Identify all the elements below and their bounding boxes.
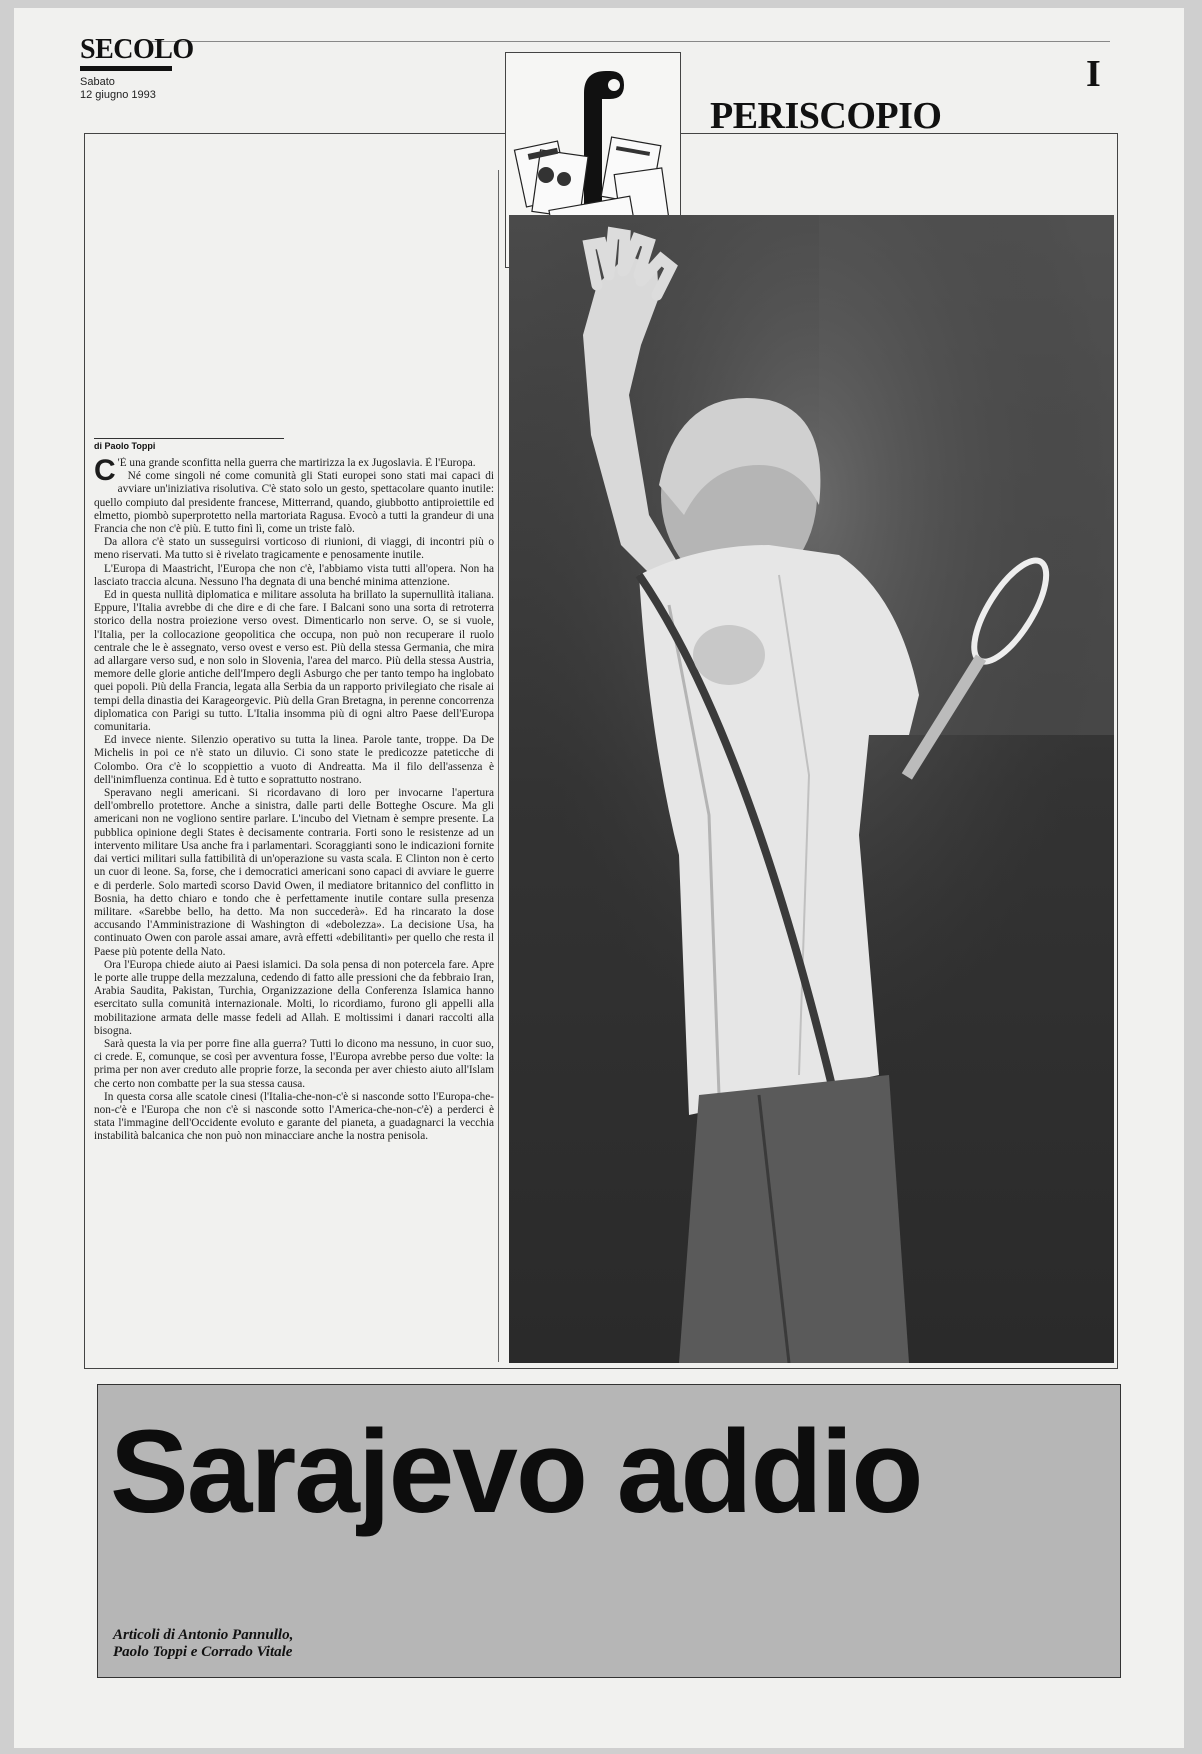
dropcap: C <box>94 457 116 487</box>
byline-rule <box>94 438 284 439</box>
article-paragraph: Sarà questa la via per porre fine alla guerra? Tutti lo dicono ma nessuno, in cuor suo, ci crede. E, comunque, se così per avventura fosse, l'Europa avrebbe perso due volte: la prima per non aver creduto alle proprie forze, la seconda per aver chiesto aiuto all'Islam che certo non combatte per la sua stessa causa. <box>94 1037 494 1090</box>
headline: Sarajevo addio <box>110 1406 922 1538</box>
article-body <box>94 457 494 1357</box>
credits-line: Articoli di Antonio Pannullo, <box>113 1627 294 1643</box>
masthead-date: 12 giugno 1993 <box>80 89 156 101</box>
credits <box>113 1627 293 1661</box>
page-number: I <box>1086 53 1101 95</box>
woman-waving-with-racket-photo <box>509 215 1114 1363</box>
masthead-day: Sabato <box>80 76 115 88</box>
article-paragraph: L'Europa di Maastricht, l'Europa che non c'è, l'abbiamo vista tutti all'opera. Non ha lasciato traccia alcuna. Nessuno l'ha degnata di una benché minima attenzione. <box>94 562 494 588</box>
article-paragraph: Ora l'Europa chiede aiuto ai Paesi islamici. Da sola pensa di non potercela fare. Apre le porte alle truppe della mezzaluna, cedendo di fatto alle pressioni che da febbraio Iran, Arabia Saudita, Pakistan, Turchia, Organizzazione della Conferenza Islamica hanno esercitato sulla comunità internazionale. Molti, lo ricordiamo, furono gli appelli alla mobilitazione armata delle masse fedeli ad Allah. E moltissimi i danari raccolti alla bisogna. <box>94 958 494 1037</box>
masthead-name: SECOLO <box>80 34 194 65</box>
article-paragraph: Ed invece niente. Silenzio operativo su tutta la linea. Parole tante, troppe. Da De Michelis in poi ce n'è stato un diluvio. Ci sono state le predicozze pateticche di Colombo. Ora c'è lo scoppiettio a vuoto di Andreatta. Ma il filo dell'assenza è dell'inimfluenza continua. Ed è tutto e soprattutto nostrano. <box>94 734 494 786</box>
column-divider <box>498 170 499 1362</box>
byline: di Paolo Toppi <box>94 441 156 451</box>
header-rule <box>150 41 1110 42</box>
masthead-bar <box>80 66 172 71</box>
article-paragraph: Né come singoli né come comunità gli Stati europei sono stati mai capaci di avviare un'iniziativa risolutiva. C'è stato solo un gesto, spettacolare quanto inutile: quello compiuto dal presidente francese, Mitterrand, quando, giubbotto antiproiettile ed elmetto, piombò superprotetto nella martoriata Ragusa. Evocò a tutti la grandeur di una Francia che non c'è più. E tutto finì lì, come un triste falò. <box>94 470 494 536</box>
article-paragraph: Ed in questa nullità diplomatica e militare assoluta ha brillato la supernullità italiana. Eppure, l'Italia avrebbe di che dire e di che fare. I Balcani sono una sorta di retroterra storico della nostra proiezione verso ovest. Dimenticarlo non serve. O, se si vuole, l'Italia, per la collocazione geopolitica che occupa, non può non recuperare il ruolo centrale che le è assegnato, verso ovest e verso est. Più della stessa Germania, che mira ad allargare verso sud, e non solo in Slovenia, l'area del marco. Più della stessa Austria, memore delle glorie antiche dell'Impero degli Asburgo che per tanto tempo ha inglobato quei popoli. Più della Francia, legata alla Serbia da un rapporto privilegiato che risale ai tempi della dinastia dei Karageorgevic. Più della Gran Bretagna, in perenne concorrenza diplomatica con Parigi su tutto. L'Italia insomma più di ogni altro Paese dell'Europa comunitaria. <box>94 589 494 734</box>
section-title: PERISCOPIO <box>710 95 942 137</box>
article-paragraph: Da allora c'è stato un susseguirsi vorticoso di riunioni, di viaggi, di incontri più o meno riservati. Ma tutto si è rivelato tragicamente e penosamente inutile. <box>94 536 494 562</box>
credits-line: Paolo Toppi e Corrado Vitale <box>113 1644 293 1660</box>
article-paragraph: Speravano negli americani. Si ricordavano di loro per invocarne l'apertura dell'ombrello protettore. Anche a sinistra, dalle parti delle Botteghe Oscure. Ma gli americani non ne vogliono sentire parlare. L'incubo del Vietnam è sempre presente. La pubblica opinione degli States è decisamente contraria. Forti sono le resistenze ad un intervento militare Usa anche fra i parlamentari. Scoraggianti sono le indicazioni fornite dai vertici militari sulla fattibilità di un'operazione su vasta scala. E Clinton non è certo un cuor di leone. Sa, forse, che i democratici americani sono capaci di avviare le guerre e di perderle. Solo martedì scorso David Owen, il mediatore britannico del conflitto in Bosnia, ha detto chiaro e tondo che è perfettamente inutile contare sulla presenza militare. «Sarebbe bello, ha detto. Ma non succederà». Ed ha rincarato la dose accusando l'Amministrazione di Washington di «debolezza». La decisione Usa, ha continuato Owen con parole assai amare, avrà effetti «debilitanti» per quello che resta il Paese più potente della Nato. <box>94 787 494 958</box>
article-paragraph: C 'È una grande sconfitta nella guerra che martirizza la ex Jugoslavia. È l'Europa. <box>94 457 476 487</box>
article-paragraph: In questa corsa alle scatole cinesi (l'Italia-che-non-c'è si nasconde sotto l'Europa-che-non-c'è e l'Europa che non c'è si nasconde sotto l'America-che-non-c'è) a perderci è stata l'immagine dell'Occidente evoluto e garante del pianeta, a guadagnarci la vecchia instabilità balcanica che non può non minacciare anche la nostra penisola. <box>94 1090 494 1143</box>
